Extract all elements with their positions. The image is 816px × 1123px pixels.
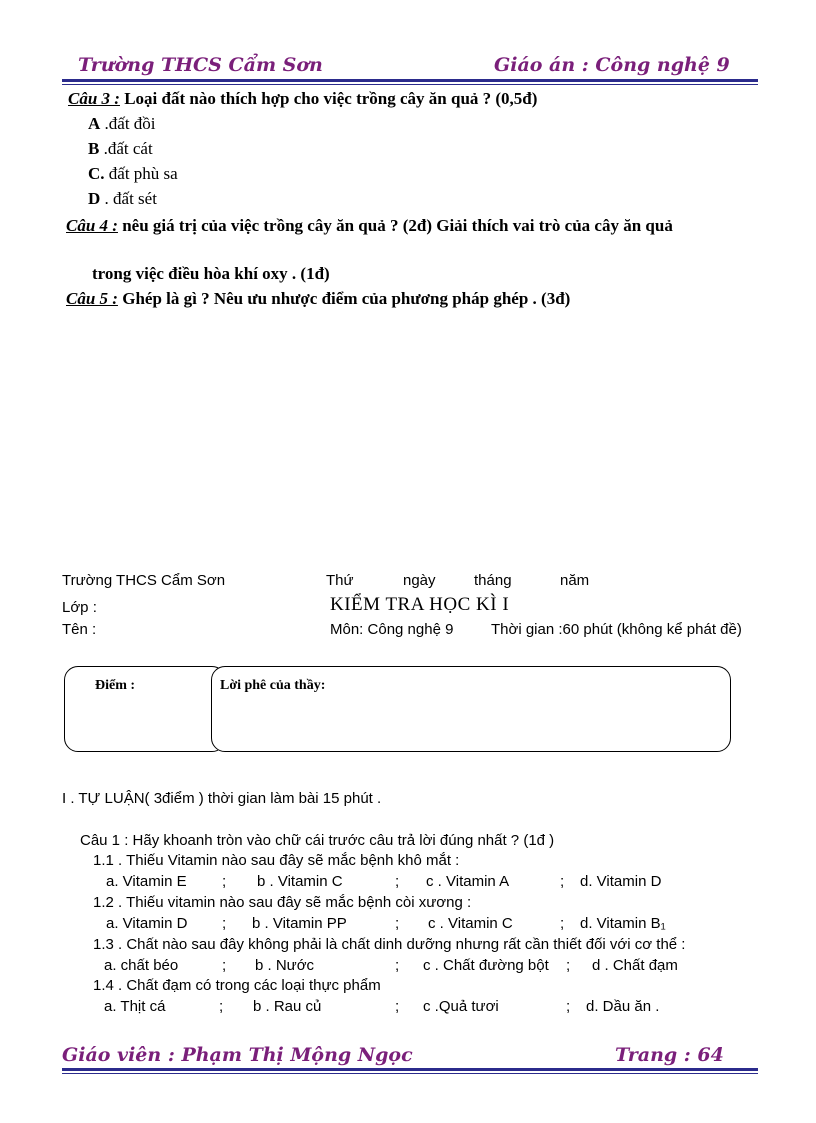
q3-option-d-key: D <box>88 189 101 208</box>
exam-nam: năm <box>560 572 590 589</box>
mcq-1-3-option-d: d . Chất đạm <box>592 957 678 974</box>
mcq-separator: ; <box>222 957 227 974</box>
exam-thoigian: Thời gian :60 phút (không kể phát đề) <box>491 621 742 638</box>
q3-option-c <box>88 164 178 184</box>
question-4-text: nêu giá trị của việc trồng cây ăn quả ? (2đ) Giải thích vai trò của cây ăn quả <box>122 216 673 235</box>
mcq-1-2-option-d: d. Vitamin B₁ <box>580 915 666 932</box>
exam-lop: Lớp : <box>62 599 97 616</box>
question-4-continuation: trong việc điều hòa khí oxy . (1đ) <box>92 264 330 283</box>
mcq-separator: ; <box>222 873 227 890</box>
exam-school: Trường THCS Cẩm Sơn <box>62 572 226 589</box>
exam-thu: Thứ <box>326 572 354 589</box>
q3-option-b-key: B <box>88 139 100 158</box>
question-3 <box>68 89 537 109</box>
score-box <box>64 666 226 752</box>
section-title: I . TỰ LUẬN( 3điểm ) thời gian làm bài 15 phút . <box>62 790 382 807</box>
question-3-label: Câu 3 : <box>68 89 120 108</box>
mcq-separator: ; <box>395 873 400 890</box>
mcq-1-4-option-c: c .Quả tươi <box>423 998 499 1015</box>
q3-option-a-text: .đất đồi <box>104 114 156 133</box>
exam-title: KIỂM TRA HỌC KÌ I <box>330 594 510 615</box>
question-5-text: Ghép là gì ? Nêu ưu nhược điểm của phương pháp ghép . (3đ) <box>122 289 571 308</box>
footer-page: Trang : 64 <box>615 1044 724 1066</box>
question-5-label: Câu 5 : <box>66 289 118 308</box>
q3-option-a-key: A <box>88 114 101 133</box>
header-subject: Giáo án : Công nghệ 9 <box>494 54 730 76</box>
mcq-1-2-question: 1.2 . Thiếu vitamin nào sau đây sẽ mắc bệnh còi xương : <box>93 894 472 911</box>
mcq-separator: ; <box>395 998 400 1015</box>
mcq-1-1-option-d: d. Vitamin D <box>580 873 662 890</box>
mcq-1-1-option-c: c . Vitamin A <box>426 873 510 890</box>
mcq-1-4-option-a: a. Thịt cá <box>104 998 166 1015</box>
q3-option-b <box>88 139 153 159</box>
mcq-1-3-option-c: c . Chất đường bột <box>423 957 549 974</box>
exam-mon: Môn: Công nghệ 9 <box>330 621 454 638</box>
question-4-label: Câu 4 : <box>66 216 118 235</box>
mcq-1-4-question: 1.4 . Chất đạm có trong các loại thực phẩm <box>93 977 381 994</box>
mcq-separator: ; <box>566 957 571 974</box>
footer-rule-thick <box>62 1068 758 1071</box>
mcq-1-2-option-b: b . Vitamin PP <box>252 915 347 932</box>
mcq-separator: ; <box>566 998 571 1015</box>
mcq-1-4-option-d: d. Dầu ăn . <box>586 998 660 1015</box>
header-rule-thick <box>62 79 758 82</box>
question-5 <box>66 289 570 309</box>
exam-thang: tháng <box>474 572 512 589</box>
mcq-1-3-option-b: b . Nước <box>255 957 315 974</box>
mcq-separator: ; <box>395 957 400 974</box>
q3-option-c-key: C. <box>88 164 105 183</box>
cau1-text: Câu 1 : Hãy khoanh tròn vào chữ cái trước câu trả lời đúng nhất ? (1đ ) <box>80 832 555 849</box>
mcq-1-3-question: 1.3 . Chất nào sau đây không phải là chất dinh dưỡng nhưng rất cần thiết đối với cơ thể : <box>93 936 686 953</box>
header-school: Trường THCS Cẩm Sơn <box>78 54 323 76</box>
mcq-1-1-question: 1.1 . Thiếu Vitamin nào sau đây sẽ mắc bệnh khô mắt : <box>93 852 460 869</box>
footer-teacher: Giáo viên : Phạm Thị Mộng Ngọc <box>62 1044 413 1066</box>
q3-option-c-text: đất phù sa <box>108 164 178 183</box>
q3-option-d <box>88 189 157 209</box>
footer-rule-thin <box>62 1073 758 1074</box>
mcq-separator: ; <box>219 998 224 1015</box>
question-4 <box>66 213 756 238</box>
mcq-1-2-option-a: a. Vitamin D <box>106 915 188 932</box>
q3-option-d-text: . đất sét <box>104 189 157 208</box>
exam-ten: Tên : <box>62 621 97 638</box>
q3-option-a <box>88 114 156 134</box>
question-3-text: Loại đất nào thích hợp cho việc trồng cây ăn quả ? (0,5đ) <box>124 89 538 108</box>
exam-ngay: ngày <box>403 572 436 589</box>
header-rule-thin <box>62 84 758 85</box>
mcq-separator: ; <box>222 915 227 932</box>
q3-option-b-text: .đất cát <box>103 139 153 158</box>
score-label: Điểm : <box>95 678 136 693</box>
mcq-separator: ; <box>560 915 565 932</box>
mcq-1-2-option-c: c . Vitamin C <box>428 915 513 932</box>
mcq-1-3-option-a: a. chất béo <box>104 957 179 974</box>
mcq-1-4-option-b: b . Rau củ <box>253 998 322 1015</box>
comment-label: Lời phê của thầy: <box>220 678 326 693</box>
mcq-1-1-option-b: b . Vitamin C <box>257 873 343 890</box>
mcq-1-1-option-a: a. Vitamin E <box>106 873 187 890</box>
mcq-separator: ; <box>560 873 565 890</box>
mcq-separator: ; <box>395 915 400 932</box>
